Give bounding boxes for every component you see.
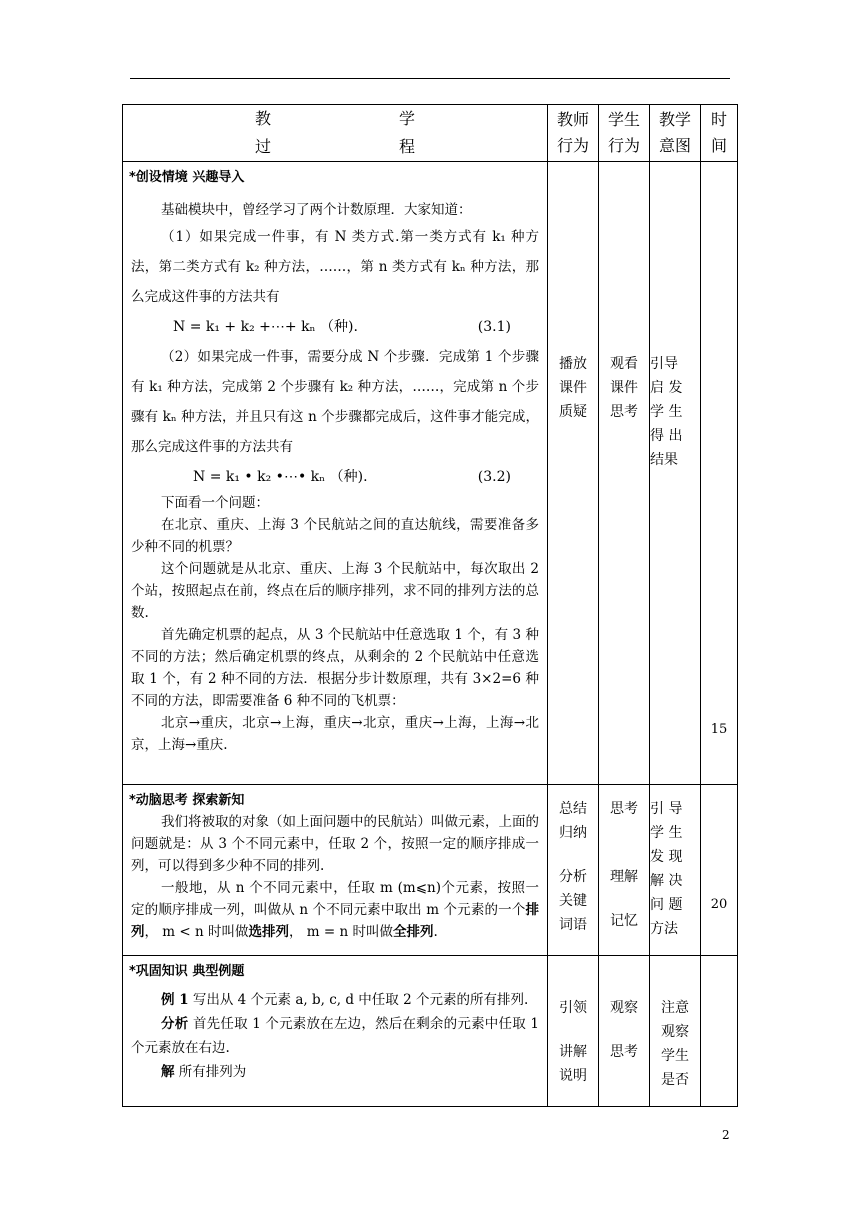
page-number: 2 <box>722 1128 730 1142</box>
example-1: 例 1 写出从 4 个元素 a, b, c, d 中任取 2 个元素的所有排列. <box>161 992 529 1008</box>
section-3-time <box>701 956 738 1107</box>
section-1-teacher: 播放 课件 质疑 <box>548 162 599 785</box>
section-2-intent: 引 导 学 生 发 现 解 决 问 题 方法 <box>650 785 701 956</box>
section-1-content <box>123 162 548 785</box>
section-2-content <box>123 785 548 956</box>
section-3-intent: 注意 观察 学生 是否 <box>650 956 701 1107</box>
section-3-content <box>123 956 548 1107</box>
formula-3-2: N = k₁ • k₂ •⋯• kₙ （种). (3.2) <box>193 469 511 485</box>
section-1-time: 15 <box>701 162 738 785</box>
section-2-student: 思考 理解 记忆 <box>599 785 650 956</box>
section-1-row <box>123 162 738 785</box>
section-2-title: *动脑思考 探索新知 <box>129 793 245 808</box>
header-process: 教 学 过 程 <box>123 105 548 162</box>
header-student: 学生 行为 <box>599 105 650 162</box>
analysis: 分析 首先任取 1 个元素放在左边，然后在剩余的元素中任取 1 个元素放在右边. <box>131 1016 540 1056</box>
section-3-title: *巩固知识 典型例题 <box>129 964 245 979</box>
section-1-p3: （2）如果完成一件事，需要分成 N 个步骤．完成第 1 个步骤有 k₁ 种方法，完成第 2 个步骤有 k₂ 种方法，……，完成第 n 个步骤有 kₙ 种方法，并且只有这 n 个步骤都完成后，这件事才能完成，那么完成这件事的方法共有 <box>131 349 539 455</box>
section-3-student: 观察 思考 <box>599 956 650 1107</box>
section-3-row <box>123 956 738 1107</box>
section-1-p2: （1）如果完成一件事，有 N 类方式.第一类方式有 k₁ 种方法，第二类方式有 k₂ 种方法，……，第 n 类方式有 kₙ 种方法，那么完成这件事的方法共有 <box>131 229 539 305</box>
section-1-intent: 引导 启 发 学 生 得 出 结果 <box>650 162 701 785</box>
section-2-p2: 一般地，从 n 个不同元素中，任取 m (m⩽n)个元素，按照一定的顺序排成一列，叫做从 n 个不同元素中取出 m 个元素的一个排列， m < n 时叫做选排列， m = n 时叫做全排列. <box>131 880 539 940</box>
section-1-p4: 下面看一个问题： <box>161 495 269 511</box>
section-2-teacher: 总结 归纳 分析 关键 词语 <box>548 785 599 956</box>
formula-3-1: N = k₁ + k₂ +⋯+ kₙ （种). (3.1) <box>173 319 511 335</box>
header-intent: 教学 意图 <box>650 105 701 162</box>
section-3-teacher: 引领 讲解 说明 <box>548 956 599 1107</box>
section-2-time: 20 <box>701 785 738 956</box>
section-1-p8: 北京→重庆，北京→上海，重庆→北京，重庆→上海，上海→北京，上海→重庆. <box>131 715 539 753</box>
lesson-plan-table <box>122 104 738 1107</box>
section-1-p7: 首先确定机票的起点，从 3 个民航站中任意选取 1 个，有 3 种不同的方法；然后确定机票的终点，从剩余的 2 个民航站中任意选取 1 个，有 2 种不同的方法．根据分步计数原理，共有 3×2=6 种不同的方法，即需要准备 6 种不同的飞机票： <box>131 627 539 709</box>
section-2-row <box>123 785 738 956</box>
section-1-p5: 在北京、重庆、上海 3 个民航站之间的直达航线，需要准备多少种不同的机票？ <box>131 517 539 555</box>
header-rule <box>130 78 730 79</box>
table-header-row <box>123 105 738 162</box>
section-1-student: 观看 课件 思考 <box>599 162 650 785</box>
section-1-title: *创设情境 兴趣导入 <box>129 170 245 185</box>
header-teacher: 教师 行为 <box>548 105 599 162</box>
section-1-p6: 这个问题就是从北京、重庆、上海 3 个民航站中，每次取出 2 个站，按照起点在前，终点在后的顺序排列，求不同的排列方法的总数. <box>131 561 539 621</box>
solution: 解 所有排列为 <box>161 1064 247 1080</box>
header-time: 时 间 <box>701 105 738 162</box>
section-1-p1: 基础模块中，曾经学习了两个计数原理．大家知道： <box>161 202 472 218</box>
section-2-p1: 我们将被取的对象（如上面问题中的民航站）叫做元素，上面的问题就是：从 3 个不同元素中，任取 2 个，按照一定的顺序排成一列，可以得到多少种不同的排列. <box>131 814 539 874</box>
